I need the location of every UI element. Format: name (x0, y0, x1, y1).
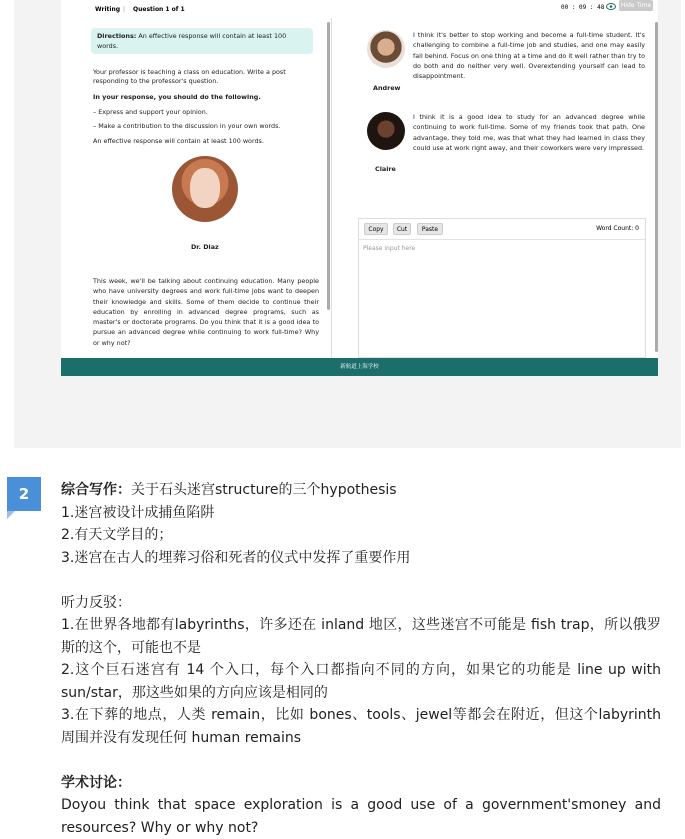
word-count: Word Count: 0 (596, 225, 639, 232)
andrew-avatar (367, 30, 405, 68)
editor-toolbar (359, 219, 645, 240)
integrated-label: 综合写作： (61, 482, 131, 498)
directions-box (91, 28, 313, 54)
integrated-topic: 关于石头迷宫structure的三个hypothesis (131, 482, 397, 498)
professor-question: This week, we'll be talking about continuing education. Many people who have university degrees and work full-time jobs want to deepen their knowledge and skills. Some of them decide to continue their education by enrolling in advanced degree programs, such as master's or doctorate programs. Do you think that it is a good idea to pursue an advanced degree while continuing to work full-time? Why or why not? (93, 277, 319, 347)
spacer (61, 569, 661, 592)
timer: 00 : 09 : 48 (561, 4, 605, 11)
rebuttal-1: 1.在世界各地都有labyrinths，许多还在 inland 地区，这些迷宫不可能是 fish trap，所以俄罗斯的这个，可能也不是 (61, 617, 661, 656)
badge-tail (7, 511, 15, 519)
paste-button[interactable]: Paste (417, 223, 443, 235)
bullet-contribute: – Make a contribution to the discussion in your own words. (93, 122, 281, 130)
discussion-label: 学术讨论： (61, 774, 131, 791)
cut-button[interactable]: Cut (393, 223, 411, 235)
directions-label: Directions: (97, 32, 137, 40)
eye-icon[interactable] (606, 3, 616, 10)
response-editor (358, 218, 646, 358)
footer-bar: 新航道上海学校 (61, 358, 658, 376)
hypothesis-3: 3.迷宫在古人的埋葬习俗和死者的仪式中发挥了重要作用 (61, 549, 411, 566)
spacer (61, 749, 661, 772)
intro-text: Your professor is teaching a class on education. Write a post responding to the professor's question. (93, 68, 286, 86)
claire-post: I think it is a good idea to study for an advanced degree while continuing to work full-time. Some of my friends took that path. One advantage, they told me, was that what they had learned in class they could use at work right away, and their coworkers were very impressed. (413, 113, 645, 152)
rebuttal-3: 3.在下葬的地点，人类 remain，比如 bones、tools、jewel等都会在附近，但这个labyrinth 周围并没有发现任何 human remains (61, 707, 661, 746)
discussion-question: Doyou think that space exploration is a good use of a government'smoney and resources? Why or why not? (61, 797, 661, 836)
instruction-heading: In your response, you should do the following. (93, 93, 261, 101)
pane-divider (331, 18, 332, 358)
response-input[interactable] (359, 241, 645, 353)
directions-text: An effective response will contain at least 100 words. (97, 32, 287, 50)
professor-avatar (172, 156, 238, 222)
andrew-post: I think it's better to stop working and become a full-time student. It's challenging to combine a full-time job and studies, and one may easily fall behind. Focus on one thing at a time and do it well rather than try to do both and do neither very well. Overextending yourself can lead to disappointment. (413, 31, 645, 81)
listening-label: 听力反驳： (61, 594, 131, 611)
claire-name: Claire (375, 165, 396, 173)
bullet-express: – Express and support your opinion. (93, 108, 208, 116)
hide-time-button[interactable]: Hide Time (620, 2, 652, 9)
copy-button[interactable]: Copy (364, 223, 388, 235)
hypothesis-1: 1.迷宫被设计成捕鱼陷阱 (61, 504, 215, 521)
left-scrollbar[interactable] (327, 22, 330, 310)
right-scrollbar[interactable] (655, 22, 658, 352)
andrew-name: Andrew (373, 84, 401, 92)
requirement-text: An effective response will contain at least 100 words. (93, 137, 264, 145)
section-title: Writing (95, 6, 121, 13)
section-number-badge: 2 (7, 477, 41, 511)
rebuttal-2: 2.这个巨石迷宫有 14 个入口，每个入口都指向不同的方向，如果它的功能是 line up with sun/star，那这些如果的方向应该是相同的 (61, 662, 661, 701)
top-bar (61, 0, 658, 18)
divider-bar: | (123, 6, 126, 13)
section-2-notes (61, 479, 661, 839)
integrated-writing-heading (61, 479, 661, 502)
question-counter: Question 1 of 1 (133, 6, 185, 13)
prompt-pane (61, 18, 331, 358)
professor-name: Dr. Diaz (191, 243, 219, 251)
claire-avatar (367, 112, 405, 150)
hypothesis-2: 2.有天文学目的； (61, 527, 173, 543)
